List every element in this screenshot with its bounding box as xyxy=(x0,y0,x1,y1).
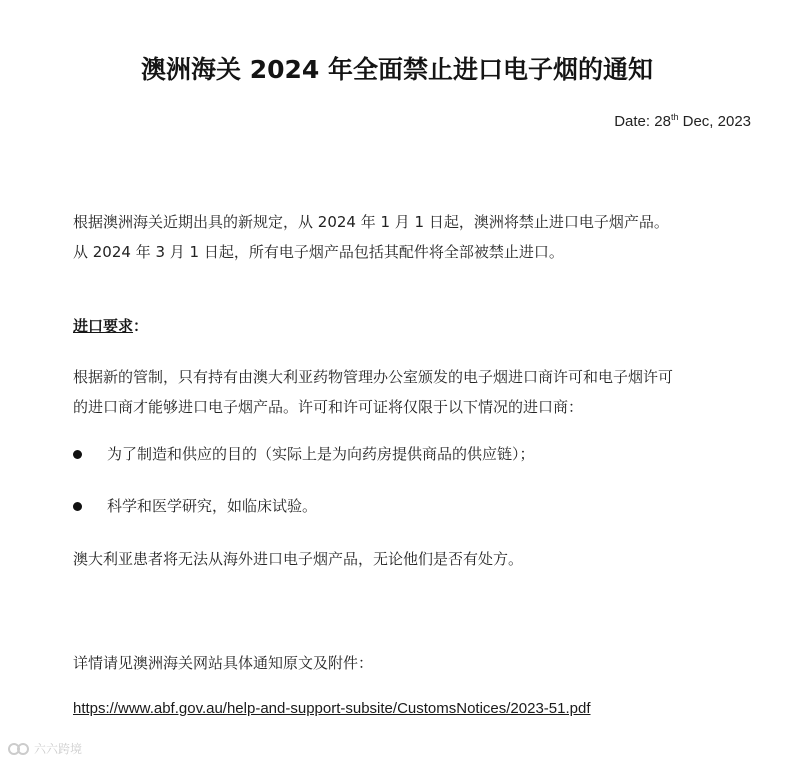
customs-notice-link[interactable]: https://www.abf.gov.au/help-and-support-subsite/CustomsNotices/2023-51.pdf xyxy=(73,700,591,717)
patients-paragraph: 澳大利亚患者将无法从海外进口电子烟产品，无论他们是否有处方。 xyxy=(73,550,524,568)
bullet-text: 为了制造和供应的目的（实际上是为向药房提供商品的供应链）； xyxy=(107,445,535,463)
bullet-text: 科学和医学研究，如临床试验。 xyxy=(107,497,318,515)
bullet-dot-icon xyxy=(73,450,82,459)
intro-line-1: 根据澳洲海关近期出具的新规定，从 2024 年 1 月 1 日起，澳洲将禁止进口电子烟产品。 xyxy=(73,213,669,231)
date-prefix: Date: 28 xyxy=(614,113,671,130)
notice-date xyxy=(614,112,751,130)
details-paragraph: 详情请见澳洲海关网站具体通知原文及附件： xyxy=(73,654,374,672)
date-ordinal-suffix: th xyxy=(670,112,679,122)
notice-title: 澳洲海关 2024 年全面禁止进口电子烟的通知 xyxy=(141,55,653,84)
section-heading-colon: ： xyxy=(133,317,149,335)
intro-paragraph xyxy=(73,207,669,267)
section-heading-text: 进口要求 xyxy=(73,317,134,335)
requirements-paragraph xyxy=(73,362,673,422)
intro-line-2: 从 2024 年 3 月 1 日起，所有电子烟产品包括其配件将全部被禁止进口。 xyxy=(73,243,564,261)
requirements-line-1: 根据新的管制，只有持有由澳大利亚药物管理办公室颁发的电子烟进口商许可和电子烟许可 xyxy=(73,368,674,386)
watermark-text: 六六跨境 xyxy=(34,742,83,756)
date-suffix: Dec, 2023 xyxy=(678,113,751,130)
section-heading xyxy=(73,315,148,336)
watermark xyxy=(8,740,82,757)
requirements-line-2: 的进口商才能够进口电子烟产品。许可和许可证将仅限于以下情况的进口商： xyxy=(73,398,584,416)
watermark-logo-icon xyxy=(8,741,30,757)
bullet-dot-icon xyxy=(73,502,82,511)
